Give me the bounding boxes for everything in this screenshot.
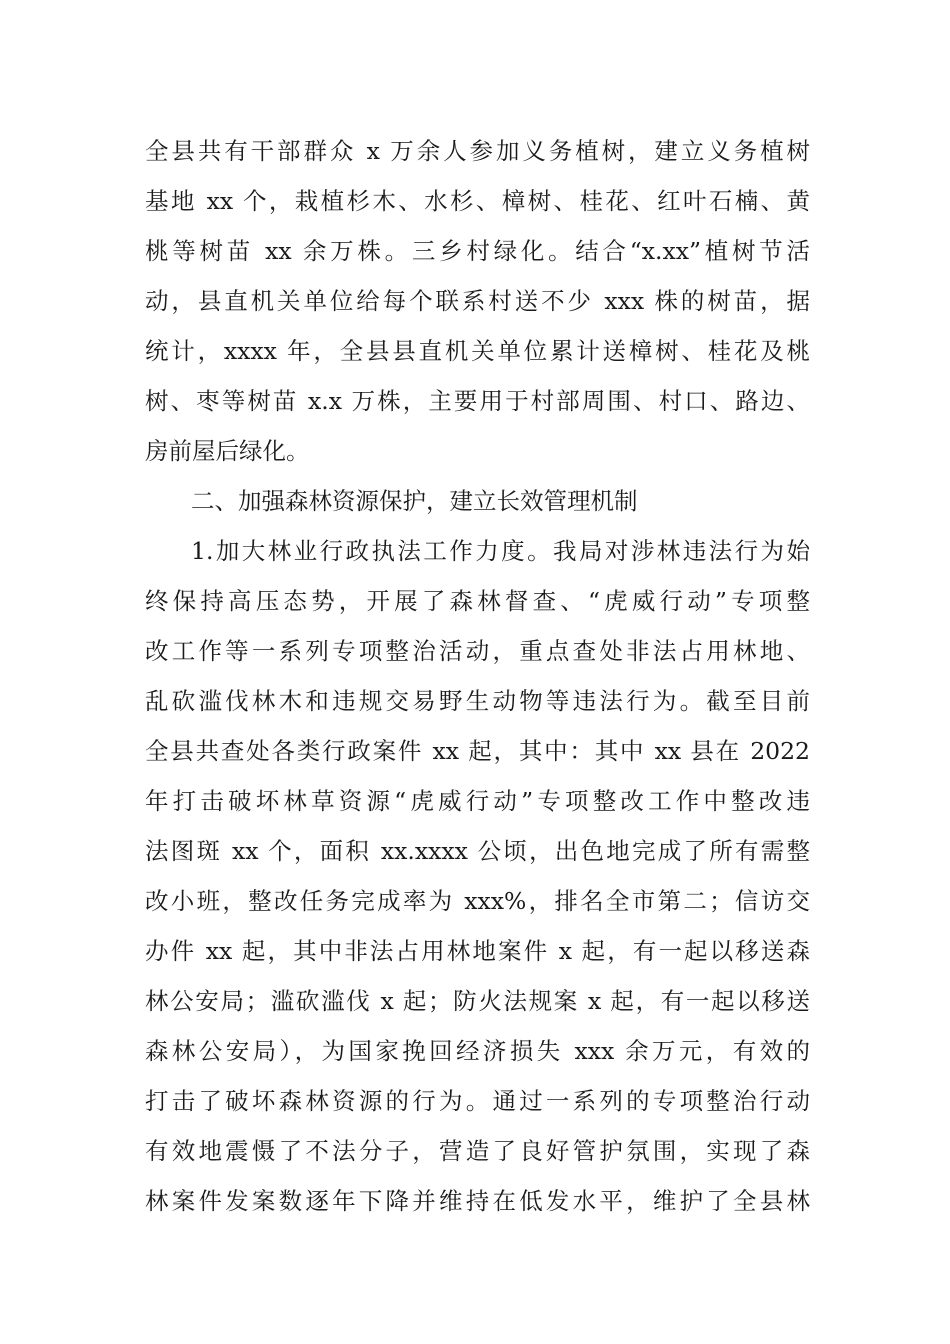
text-line: 法图斑 xx 个，面积 xx.xxxx 公顷，出色地完成了所有需整 [145,837,810,865]
text-line: 打击了破坏森林资源的行为。通过一系列的专项整治行动 [145,1087,810,1115]
text-line: 改小班，整改任务完成率为 xxx%，排名全市第二；信访交 [145,887,810,915]
text-line: 统计，xxxx 年，全县县直机关单位累计送樟树、桂花及桃 [145,337,810,365]
document-body [145,126,810,1226]
text-line: 终保持高压态势，开展了森林督查、“虎威行动”专项整 [145,587,810,615]
text-line: 1.加大林业行政执法工作力度。我局对涉林违法行为始 [191,537,810,565]
text-line: 有效地震慑了不法分子，营造了良好管护氛围，实现了森 [145,1137,810,1165]
text-line: 林公安局；滥砍滥伐 x 起；防火法规案 x 起，有一起以移送 [145,987,810,1015]
paragraph-2 [145,526,810,1226]
section-heading: 二、加强森林资源保护，建立长效管理机制 [191,487,638,515]
text-line: 年打击破坏林草资源“虎威行动”专项整改工作中整改违 [145,787,810,815]
text-line: 林案件发案数逐年下降并维持在低发水平，维护了全县林 [145,1187,810,1215]
text-line: 动，县直机关单位给每个联系村送不少 xxx 株的树苗，据 [145,287,810,315]
paragraph-1 [145,126,810,476]
text-line: 树、枣等树苗 x.x 万株，主要用于村部周围、村口、路边、 [145,387,810,415]
text-line: 改工作等一系列专项整治活动，重点查处非法占用林地、 [145,637,810,665]
text-line: 森林公安局），为国家挽回经济损失 xxx 余万元，有效的 [145,1037,810,1065]
text-line: 桃等树苗 xx 余万株。三乡村绿化。结合“x.xx”植树节活 [145,237,810,265]
text-line: 全县共查处各类行政案件 xx 起，其中：其中 xx 县在 2022 [145,737,810,765]
text-line: 乱砍滥伐林木和违规交易野生动物等违法行为。截至目前 [145,687,810,715]
text-line: 基地 xx 个，栽植杉木、水杉、樟树、桂花、红叶石楠、黄 [145,187,810,215]
text-line: 房前屋后绿化。 [145,437,310,465]
text-line: 全县共有干部群众 x 万余人参加义务植树，建立义务植树 [145,137,810,165]
text-line: 办件 xx 起，其中非法占用林地案件 x 起，有一起以移送森 [145,937,810,965]
